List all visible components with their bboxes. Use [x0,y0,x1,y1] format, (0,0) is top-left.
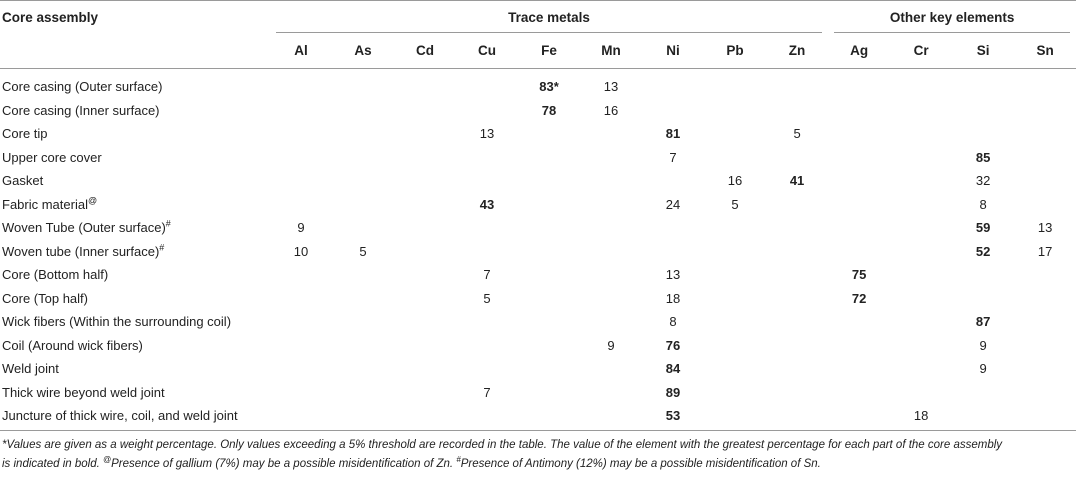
stub-header-blank [0,33,270,69]
column-header-pb: Pb [704,33,766,69]
cell-mn [580,216,642,240]
cell-ag [828,122,890,146]
cell-sn [1014,146,1076,170]
cell-ni: 8 [669,314,677,330]
cell-fe [518,240,580,264]
table-body [0,75,1076,430]
cell-ni: 18 [665,290,681,306]
cell-al [270,122,332,146]
column-header-cr: Cr [890,33,952,69]
cell-mn [580,122,642,146]
cell-pb: 5 [731,196,739,212]
cell-cr [890,75,952,99]
cell-mn: 13 [603,79,619,95]
row-label-text: Coil (Around wick fibers) [2,337,143,353]
table-row [0,146,1076,170]
cell-al [270,404,332,430]
group-header-row [0,1,1076,34]
cell-cd [394,381,456,405]
cell-sn [1014,263,1076,287]
cell-ni: 76 [665,337,681,353]
cell-as [332,146,394,170]
cell-sn [1014,169,1076,193]
cell-cd [394,310,456,334]
cell-pb [704,146,766,170]
cell-cu [456,357,518,381]
cell-cd [394,193,456,217]
table-row [0,216,1076,240]
row-label [0,75,270,99]
cell-cd [394,99,456,123]
row-label-text: Core casing (Inner surface) [2,102,160,118]
cell-ni: 89 [665,384,681,400]
column-header-ag: Ag [828,33,890,69]
footnote-text-2: Presence of gallium (7%) may be a possible misidentification of Zn. [111,458,457,470]
cell-zn [766,216,828,240]
cell-al [270,357,332,381]
table-row [0,122,1076,146]
row-label-text: Woven Tube (Outer surface) [2,220,166,236]
cell-sn [1014,122,1076,146]
cell-cu [456,75,518,99]
cell-fe [518,263,580,287]
cell-al: 10 [293,243,309,259]
cell-zn [766,310,828,334]
row-label-text: Core (Bottom half) [2,267,109,283]
cell-ni: 7 [669,149,677,165]
cell-pb [704,240,766,264]
cell-ag [828,240,890,264]
cell-ni [642,240,704,264]
cell-as [332,75,394,99]
cell-pb [704,404,766,430]
table-row [0,404,1076,430]
cell-cu [456,169,518,193]
cell-al [270,381,332,405]
cell-ag [828,334,890,358]
cell-as: 5 [359,243,367,259]
cell-pb [704,381,766,405]
cell-cr [890,240,952,264]
cell-cu [456,240,518,264]
cell-cd [394,169,456,193]
cell-mn [580,193,642,217]
cell-cu [456,310,518,334]
cell-zn [766,381,828,405]
cell-fe [518,193,580,217]
table-row [0,287,1076,311]
cell-fe [518,334,580,358]
cell-sn [1014,334,1076,358]
cell-sn: 13 [1037,220,1053,236]
cell-cu: 7 [483,267,491,283]
cell-ag [828,75,890,99]
cell-al [270,169,332,193]
cell-ni: 84 [665,361,681,377]
cell-ni: 53 [642,404,704,430]
footnote-text-3: Presence of Antimony (12%) may be a possible misidentification of Sn. [460,458,821,470]
cell-as [332,216,394,240]
element-header-row [0,33,1076,69]
cell-cr [890,381,952,405]
table-row [0,99,1076,123]
cell-fe [518,216,580,240]
cell-ni: 24 [665,196,681,212]
cell-pb [704,263,766,287]
cell-as [332,287,394,311]
cell-si: 9 [979,361,987,377]
row-label [0,310,270,334]
row-label-text: Core casing (Outer surface) [2,79,163,95]
cell-cu [456,404,518,430]
cell-zn [766,193,828,217]
footnote-marker-hash: # [456,455,461,465]
cell-cr [890,193,952,217]
cell-pb [704,122,766,146]
column-header-si: Si [952,33,1014,69]
cell-cd [394,357,456,381]
cell-al: 9 [297,220,305,236]
cell-cu: 5 [483,290,491,306]
cell-al [270,334,332,358]
cell-fe [518,310,580,334]
cell-si: 32 [975,173,991,189]
cell-mn [580,310,642,334]
cell-pb [704,287,766,311]
cell-mn [580,381,642,405]
row-label-text: Weld joint [2,361,59,377]
table-row [0,263,1076,287]
cell-zn: 41 [789,173,805,189]
cell-cr [890,122,952,146]
cell-as [332,381,394,405]
cell-zn: 5 [793,126,801,142]
cell-sn [1014,310,1076,334]
footnote-marker-at: @ [103,455,112,465]
table-footnote [2,436,1007,474]
cell-ag [828,357,890,381]
cell-ag [828,169,890,193]
cell-fe [518,169,580,193]
cell-cr: 18 [890,404,952,430]
cell-pb [704,99,766,123]
cell-si [952,404,1014,430]
cell-pb [704,334,766,358]
table-row [0,334,1076,358]
row-footnote-marker: # [159,242,165,253]
cell-cr [890,357,952,381]
cell-cr [890,99,952,123]
table-row [0,240,1076,264]
cell-as [332,193,394,217]
row-label [0,334,270,358]
cell-ag [828,146,890,170]
cell-cd [394,287,456,311]
cell-pb [704,75,766,99]
cell-fe [518,146,580,170]
row-label [0,240,270,264]
row-label-text: Wick fibers (Within the surrounding coil) [2,314,232,330]
cell-zn [766,287,828,311]
cell-cr [890,334,952,358]
table-row [0,310,1076,334]
column-header-sn: Sn [1014,33,1076,69]
cell-cd [394,334,456,358]
cell-as [332,310,394,334]
row-label [0,122,270,146]
cell-cr [890,216,952,240]
cell-mn: 16 [603,102,619,118]
cell-zn [766,357,828,381]
row-label-text: Woven tube (Inner surface) [2,243,160,259]
cell-ag [828,404,890,430]
row-label [0,287,270,311]
cell-ag [828,216,890,240]
cell-as [332,404,394,430]
column-header-zn: Zn [766,33,828,69]
cell-pb [704,216,766,240]
cell-al [270,99,332,123]
cell-cu [456,334,518,358]
cell-mn [580,263,642,287]
row-label [0,357,270,381]
stub-header: Core assembly [0,1,270,34]
row-label-text: Thick wire beyond weld joint [2,384,165,400]
cell-ag [828,310,890,334]
table-row [0,169,1076,193]
cell-si: 85 [975,149,991,165]
cell-sn [1014,357,1076,381]
cell-si [952,75,1014,99]
cell-ni [642,216,704,240]
row-label-text: Gasket [2,173,44,189]
table-row [0,75,1076,99]
cell-ag [828,99,890,123]
cell-sn [1014,404,1076,430]
cell-al [270,287,332,311]
cell-ni [642,75,704,99]
cell-as [332,263,394,287]
cell-mn [580,240,642,264]
cell-as [332,169,394,193]
column-header-cu: Cu [456,33,518,69]
group-header-trace-metals: Trace metals [270,1,828,34]
cell-sn [1014,193,1076,217]
cell-cu: 13 [479,126,495,142]
cell-cd [394,216,456,240]
cell-cu: 43 [479,196,495,212]
cell-as [332,357,394,381]
cell-si: 52 [975,243,991,259]
row-label-text: Fabric material [2,196,88,212]
column-header-as: As [332,33,394,69]
table-row [0,381,1076,405]
cell-cr [890,146,952,170]
cell-as [332,99,394,123]
cell-sn [1014,287,1076,311]
cell-ni: 13 [665,267,681,283]
column-header-ni: Ni [642,33,704,69]
cell-zn [766,240,828,264]
cell-ni [642,99,704,123]
cell-si: 8 [979,196,987,212]
cell-zn [766,146,828,170]
cell-si: 59 [975,220,991,236]
row-label [0,146,270,170]
cell-fe [518,122,580,146]
cell-si [952,287,1014,311]
cell-sn [1014,381,1076,405]
cell-pb [704,357,766,381]
cell-mn [580,404,642,430]
cell-ag: 75 [851,267,867,283]
cell-mn [580,146,642,170]
cell-cu: 7 [483,384,491,400]
row-footnote-marker: @ [87,195,98,206]
cell-al [270,146,332,170]
cell-cd [394,404,456,430]
cell-mn [580,287,642,311]
cell-cu [456,146,518,170]
row-label [0,169,270,193]
cell-mn [580,169,642,193]
cell-fe: 83* [539,79,559,95]
row-label-text: Juncture of thick wire, coil, and weld joint [2,408,238,424]
row-label-text: Upper core cover [2,149,102,165]
cell-si [952,99,1014,123]
cell-fe: 78 [541,102,557,118]
row-label-text: Core tip [2,126,48,142]
cell-ni [642,169,704,193]
cell-fe [518,287,580,311]
cell-zn [766,75,828,99]
cell-al [270,193,332,217]
cell-ag [828,381,890,405]
row-footnote-marker: # [165,218,171,229]
cell-fe [518,357,580,381]
cell-ag [828,193,890,217]
cell-cd [394,75,456,99]
cell-cd [394,263,456,287]
cell-cr [890,310,952,334]
cell-as [332,334,394,358]
footnote-text-1: *Values are given as a weight percentage. Only values exceeding a 5% threshold are recorded in the table. The value of the element with the greatest percentage for each part of the core assembly is indicated in bold. [2,439,1003,470]
cell-si [952,381,1014,405]
cell-zn [766,334,828,358]
row-label [0,381,270,405]
row-label [0,263,270,287]
cell-cd [394,146,456,170]
cell-zn [766,263,828,287]
cell-si [952,263,1014,287]
column-header-cd: Cd [394,33,456,69]
cell-sn [1014,99,1076,123]
cell-si: 87 [975,314,991,330]
column-header-mn: Mn [580,33,642,69]
row-label [0,99,270,123]
row-label [0,193,270,217]
cell-si: 9 [979,337,987,353]
cell-zn [766,99,828,123]
cell-al [270,263,332,287]
cell-pb: 16 [727,173,743,189]
cell-mn [580,357,642,381]
column-header-al: Al [270,33,332,69]
group-header-other-elements: Other key elements [828,1,1076,34]
cell-mn: 9 [607,337,615,353]
cell-cd [394,240,456,264]
cell-al [270,310,332,334]
cell-si [952,122,1014,146]
cell-sn: 17 [1037,243,1053,259]
row-label [0,404,270,430]
cell-cr [890,169,952,193]
cell-al [270,75,332,99]
cell-fe [518,404,580,430]
cell-ni: 81 [665,126,681,142]
cell-pb [704,310,766,334]
cell-cr [890,287,952,311]
cell-zn [766,404,828,430]
column-header-fe: Fe [518,33,580,69]
row-label-text: Core (Top half) [2,290,88,306]
row-label [0,216,270,240]
cell-fe [518,381,580,405]
cell-cd [394,122,456,146]
table-row [0,193,1076,217]
cell-as [332,122,394,146]
table-row [0,357,1076,381]
cell-cu [456,99,518,123]
cell-ag: 72 [851,290,867,306]
cell-cr [890,263,952,287]
cell-sn [1014,75,1076,99]
cell-cu [456,216,518,240]
